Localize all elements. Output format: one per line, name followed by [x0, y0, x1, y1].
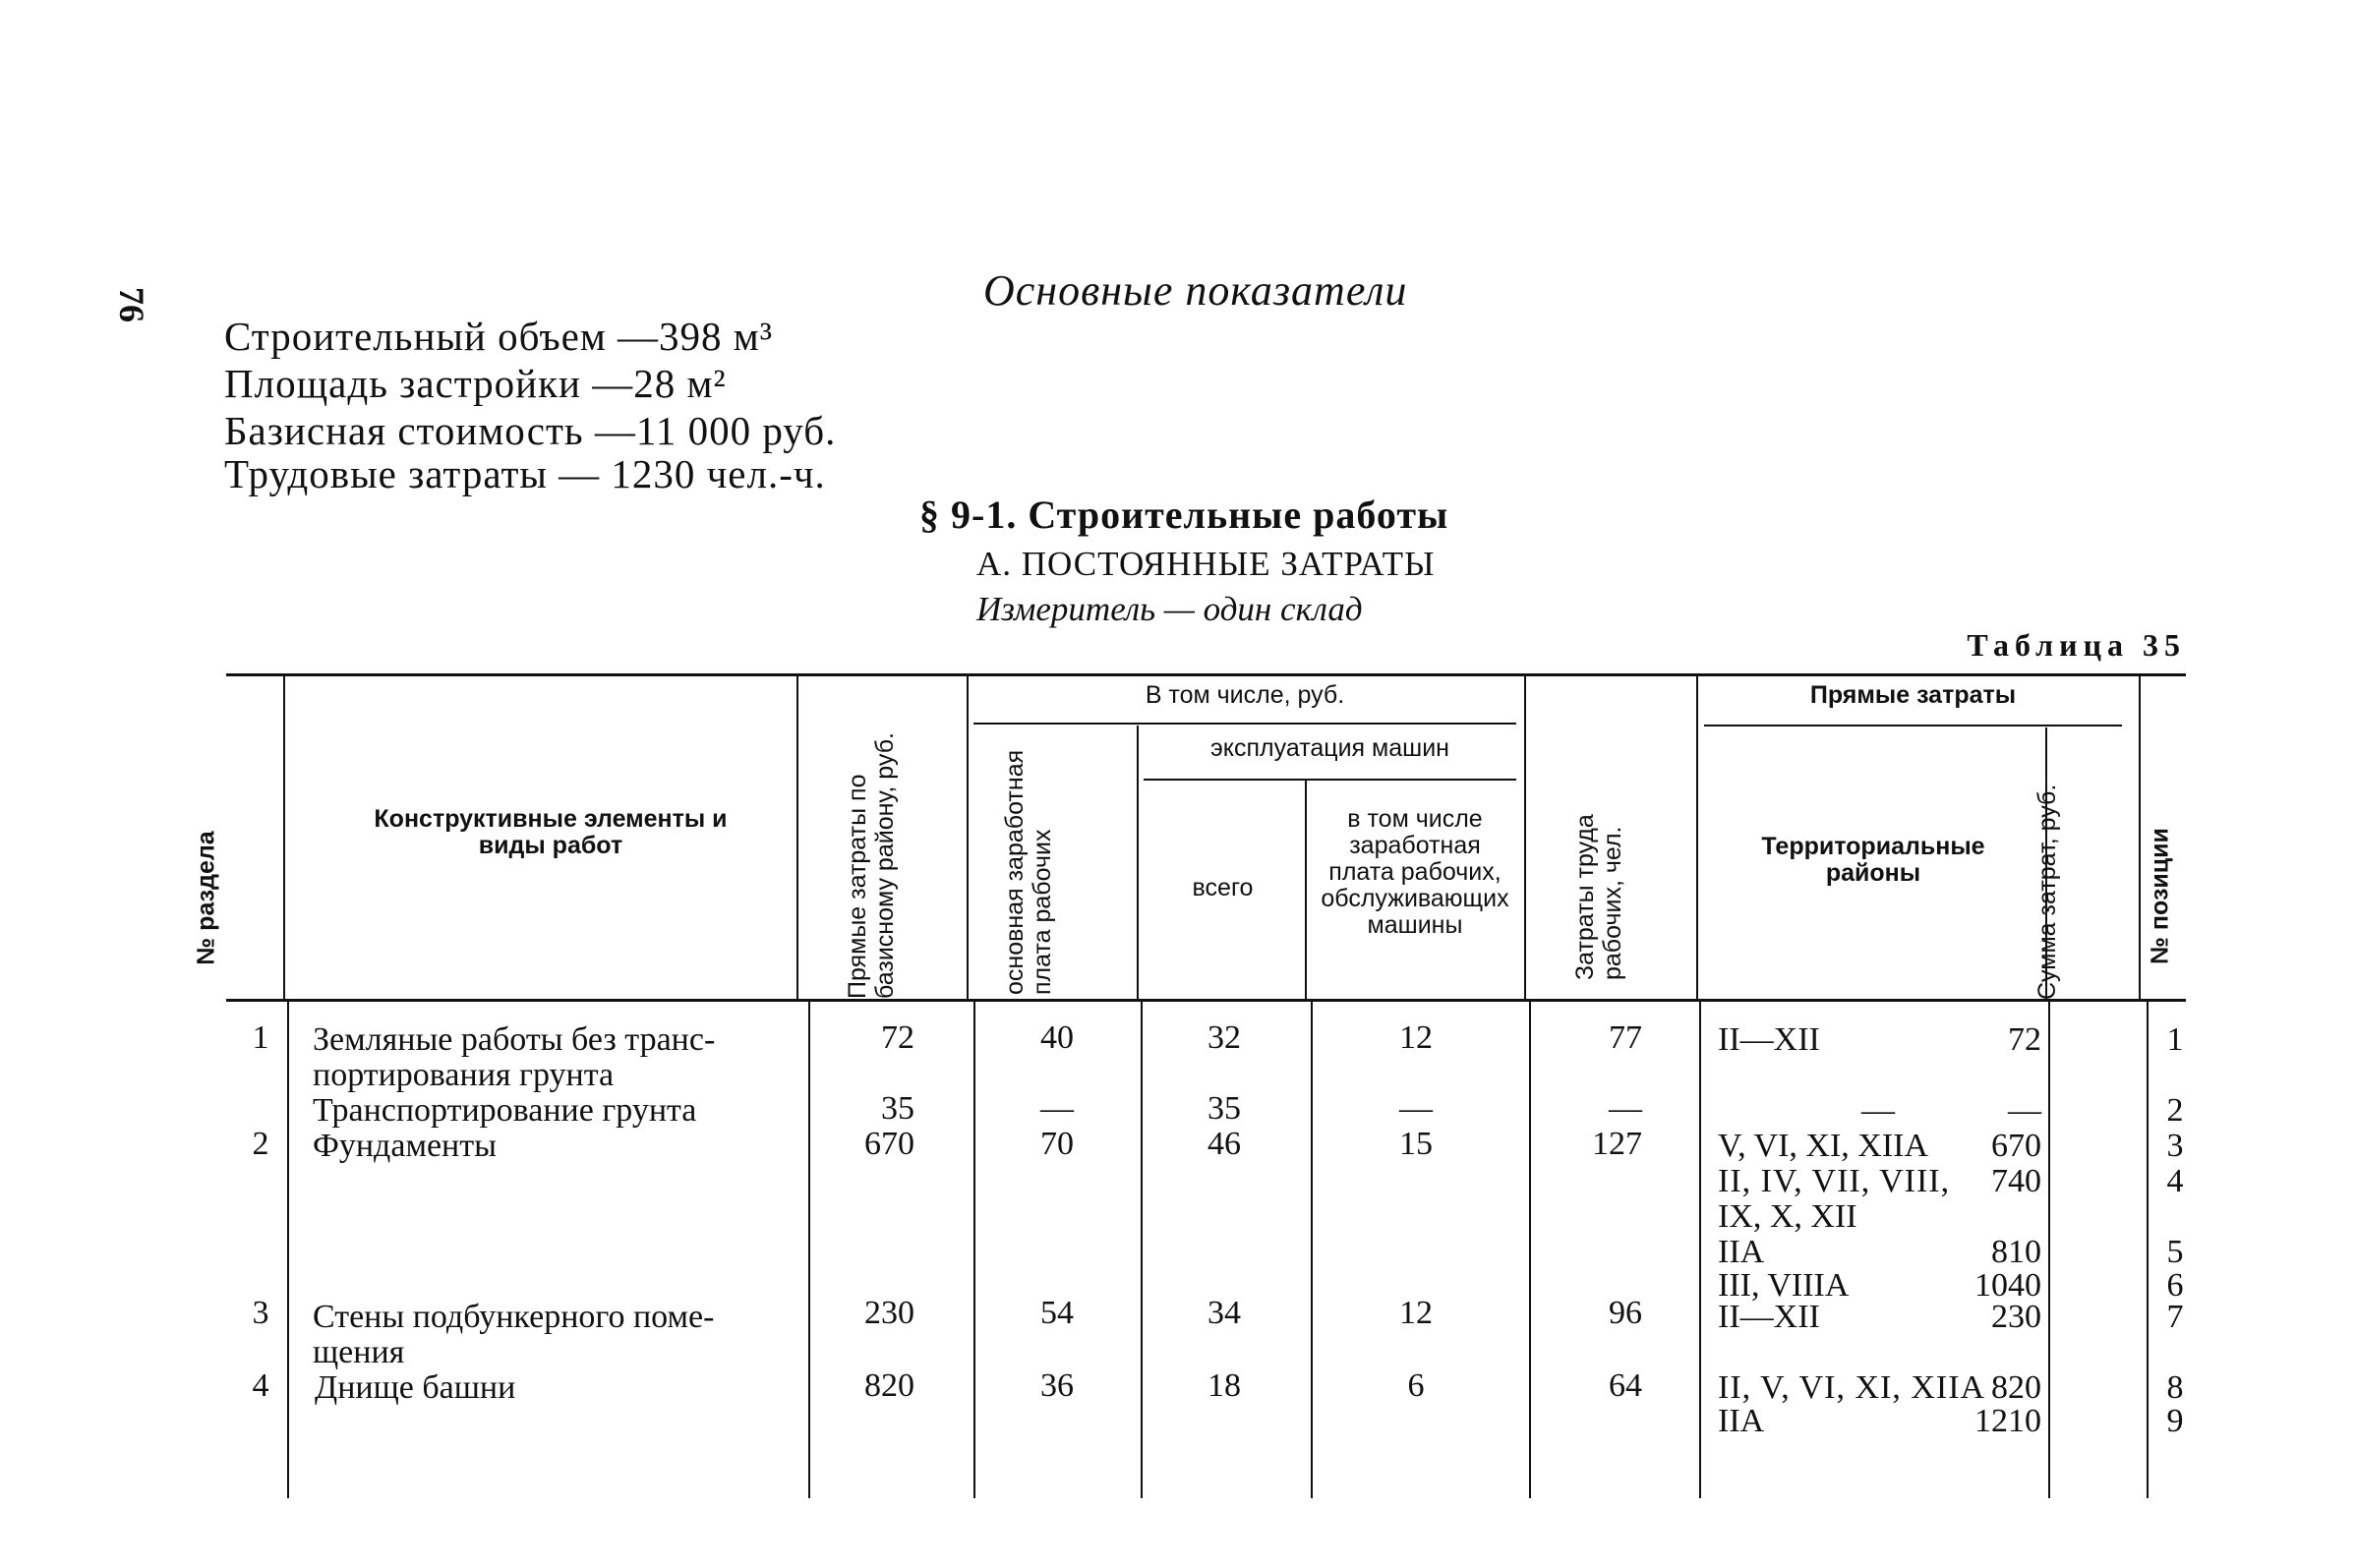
- header-section-no: № раздела: [192, 831, 220, 965]
- pos-8-region: II, V, VI, XI, XIIA: [1718, 1369, 1986, 1406]
- row-5-mach-wage: 6: [1407, 1367, 1425, 1404]
- row-5-wage: 36: [1040, 1367, 1074, 1404]
- row-3-mach-total: 46: [1207, 1126, 1241, 1162]
- header-including: В том числе, руб.: [1145, 681, 1345, 709]
- row-5-base: 820: [864, 1367, 914, 1404]
- row-1-labor: 77: [1609, 1019, 1642, 1056]
- vline: [796, 676, 798, 999]
- page-number: 76: [112, 287, 151, 322]
- row-5-section: 4: [252, 1367, 269, 1404]
- section-heading: § 9-1. Строительные работы: [919, 493, 1449, 537]
- pos-7-sum: 230: [1991, 1299, 2041, 1335]
- pos-6-region: III, VIIIA: [1718, 1267, 1850, 1304]
- header-machine-total: всего: [1192, 874, 1254, 901]
- row-1-mach-total: 32: [1207, 1019, 1241, 1056]
- vline: [283, 676, 285, 999]
- row-2-element-line-1: Транспортирование грунта: [313, 1092, 697, 1129]
- row-1-mach-wage: 12: [1399, 1019, 1433, 1056]
- row-3-element-line-1: Фундаменты: [313, 1128, 497, 1164]
- pos-1-region: II—XII: [1718, 1021, 1820, 1058]
- row-4-base: 230: [864, 1295, 914, 1331]
- pos-9-no: 9: [2166, 1403, 2184, 1439]
- pos-1-no: 1: [2166, 1021, 2184, 1058]
- row-5-mach-total: 18: [1207, 1367, 1241, 1404]
- indicator-labor: Трудовые затраты — 1230 чел.-ч.: [224, 451, 826, 496]
- pos-4-region-line-2: IX, X, XII: [1718, 1198, 1857, 1235]
- row-1-element-line-2: портирования грунта: [313, 1057, 615, 1093]
- row-2-labor: —: [1609, 1090, 1642, 1127]
- pos-6-no: 6: [2166, 1267, 2184, 1304]
- header-elements: Конструктивные элементы и виды работ: [374, 805, 728, 859]
- header-direct-costs: Прямые затраты: [1809, 681, 2017, 709]
- vline: [1524, 676, 1526, 999]
- indicator-volume: Строительный объем —398 м³: [224, 314, 774, 359]
- row-3-base: 670: [864, 1126, 914, 1162]
- vline: [1696, 676, 1698, 999]
- header-basic-wage: основная заработная плата рабочих: [1001, 749, 1056, 995]
- header-cost-sum: Сумма затрат, руб.: [2033, 784, 2061, 1000]
- pos-2-region: —: [1861, 1092, 1895, 1129]
- header-position-no: № позиции: [2146, 828, 2174, 964]
- vline: [1141, 1002, 1143, 1498]
- pos-5-no: 5: [2166, 1234, 2184, 1270]
- indicators-title: Основные показатели: [983, 266, 1408, 315]
- pos-5-sum: 810: [1991, 1234, 2041, 1270]
- section-measure: Измеритель — один склад: [976, 590, 1363, 628]
- row-3-mach-wage: 15: [1399, 1126, 1433, 1162]
- vline: [1305, 781, 1307, 999]
- row-2-mach-total: 35: [1207, 1090, 1241, 1127]
- row-1-element-line-1: Земляные работы без транс-: [313, 1021, 716, 1058]
- machines-rule: [1144, 779, 1516, 781]
- table-top-rule: [226, 673, 2186, 676]
- pos-4-sum: 740: [1991, 1163, 2041, 1199]
- pos-9-sum: 1210: [1974, 1403, 2041, 1439]
- direct-costs-rule: [1704, 725, 2122, 726]
- header-machine-wage: в том числе заработная плата рабочих, обслуживающих машины: [1321, 805, 1509, 939]
- vline: [808, 1002, 810, 1498]
- row-4-mach-total: 34: [1207, 1295, 1241, 1331]
- pos-4-no: 4: [2166, 1163, 2184, 1199]
- vline: [967, 676, 969, 999]
- pos-2-no: 2: [2166, 1092, 2184, 1129]
- pos-7-no: 7: [2166, 1299, 2184, 1335]
- pos-5-region: IIA: [1718, 1234, 1765, 1270]
- vline: [1699, 1002, 1701, 1498]
- including-rule: [973, 723, 1516, 725]
- vline: [973, 1002, 975, 1498]
- row-3-wage: 70: [1040, 1126, 1074, 1162]
- vline: [1137, 726, 1139, 999]
- pos-9-region: IIA: [1718, 1403, 1765, 1439]
- vline: [1529, 1002, 1531, 1498]
- pos-4-region-line-1: II, IV, VII, VIII,: [1718, 1163, 1951, 1199]
- row-4-section: 3: [252, 1295, 269, 1331]
- indicator-area: Площадь застройки —28 м²: [224, 361, 727, 406]
- indicator-cost: Базисная стоимость —11 000 руб.: [224, 408, 837, 453]
- section-subheading: А. ПОСТОЯННЫЕ ЗАТРАТЫ: [976, 545, 1436, 583]
- pos-3-region: V, VI, XI, XIIA: [1718, 1128, 1929, 1164]
- pos-6-sum: 1040: [1974, 1267, 2041, 1304]
- row-2-mach-wage: —: [1399, 1090, 1433, 1127]
- pos-3-no: 3: [2166, 1128, 2184, 1164]
- row-3-section: 2: [252, 1126, 269, 1162]
- pos-3-sum: 670: [1991, 1128, 2041, 1164]
- row-1-base: 72: [881, 1019, 914, 1056]
- row-4-wage: 54: [1040, 1295, 1074, 1331]
- row-2-wage: —: [1040, 1090, 1074, 1127]
- vline: [1311, 1002, 1313, 1498]
- pos-1-sum: 72: [2008, 1021, 2041, 1058]
- pos-2-sum: —: [2008, 1092, 2041, 1129]
- vline: [2147, 1002, 2149, 1498]
- table-header-rule: [226, 999, 2186, 1002]
- header-labor: Затраты труда рабочих, чел.: [1571, 814, 1626, 980]
- row-1-section: 1: [252, 1019, 269, 1056]
- row-4-element-line-2: щения: [313, 1334, 405, 1370]
- header-regions: Территориальные районы: [1761, 833, 1985, 887]
- row-3-labor: 127: [1592, 1126, 1642, 1162]
- row-1-wage: 40: [1040, 1019, 1074, 1056]
- row-5-labor: 64: [1609, 1367, 1642, 1404]
- pos-7-region: II—XII: [1718, 1299, 1820, 1335]
- vline: [2048, 1002, 2050, 1498]
- header-machine-operation: эксплуатация машин: [1210, 734, 1449, 762]
- row-5-element-line-1: Днище башни: [315, 1369, 516, 1406]
- row-4-element-line-1: Стены подбункерного поме-: [313, 1299, 715, 1335]
- vline: [287, 1002, 289, 1498]
- header-direct-costs-base: Прямые затраты по базисному району, руб.: [844, 732, 899, 999]
- pos-8-sum: 820: [1991, 1369, 2041, 1406]
- row-4-labor: 96: [1609, 1295, 1642, 1331]
- row-2-base: 35: [881, 1090, 914, 1127]
- pos-8-no: 8: [2166, 1369, 2184, 1406]
- vline: [2139, 676, 2141, 999]
- row-4-mach-wage: 12: [1399, 1295, 1433, 1331]
- table-label: Таблица 35: [1967, 627, 2186, 663]
